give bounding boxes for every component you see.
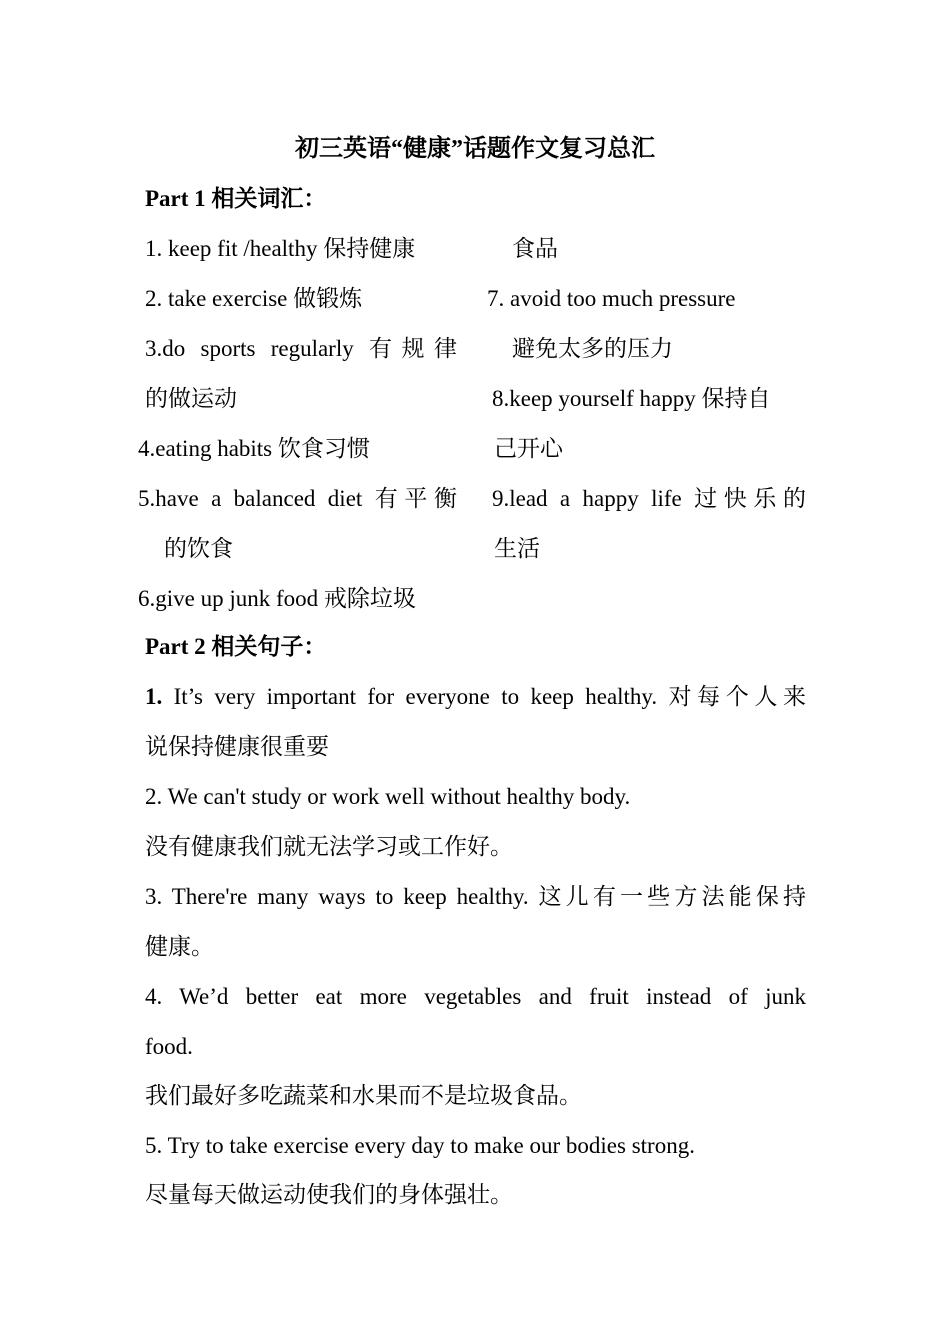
vocab-item-2: 2. take exercise 做锻炼	[145, 286, 363, 311]
vocab-item-7: 7. avoid too much pressure	[487, 286, 736, 311]
vocab-item-3-cont: 的做运动	[145, 386, 237, 411]
sentence-4: 4. We’d better eat more vegetables and fruit instead of junk	[145, 984, 806, 1009]
sentence-3-cont: 健康。	[145, 934, 214, 959]
sentence-1	[145, 682, 806, 712]
vocab-item-8-cont: 己开心	[494, 436, 563, 461]
document-title: 初三英语“健康”话题作文复习总汇	[295, 136, 655, 162]
sentence-4-translation: 我们最好多吃蔬菜和水果而不是垃圾食品。	[145, 1083, 582, 1108]
sentence-5: 5. Try to take exercise every day to make our bodies strong.	[145, 1133, 695, 1158]
vocab-item-8: 8.keep yourself happy 保持自	[492, 386, 771, 411]
vocab-item-5-cont: 的饮食	[164, 536, 233, 561]
vocab-item-5: 5.have a balanced diet 有平衡	[138, 486, 457, 511]
sentence-1-cont: 说保持健康很重要	[145, 734, 329, 759]
vocab-item-1: 1. keep fit /healthy 保持健康	[145, 236, 416, 261]
vocab-item-9-cont: 生活	[494, 536, 540, 561]
sentence-1-text: It’s very important for everyone to keep healthy. 对每个人来	[162, 684, 806, 709]
sentence-5-translation: 尽量每天做运动使我们的身体强壮。	[145, 1182, 513, 1207]
vocab-item-4: 4.eating habits 饮食习惯	[138, 436, 370, 461]
sentence-2: 2. We can't study or work well without healthy body.	[145, 784, 631, 809]
part1-heading: Part 1 相关词汇：	[145, 186, 327, 211]
sentence-2-translation: 没有健康我们就无法学习或工作好。	[145, 834, 513, 859]
sentence-4-cont: food.	[145, 1034, 193, 1059]
sentence-3: 3. There're many ways to keep healthy. 这儿有一些方法能保持	[145, 884, 806, 909]
part2-heading: Part 2 相关句子：	[145, 634, 327, 659]
vocab-item-6: 6.give up junk food 戒除垃圾	[138, 586, 416, 611]
vocab-item-9: 9.lead a happy life 过快乐的	[492, 486, 806, 511]
sentence-1-number: 1.	[145, 684, 163, 709]
vocab-item-6-cont: 食品	[512, 236, 558, 261]
vocab-item-3: 3.do sports regularly 有规律	[145, 336, 457, 361]
vocab-item-7-cont: 避免太多的压力	[512, 336, 673, 361]
